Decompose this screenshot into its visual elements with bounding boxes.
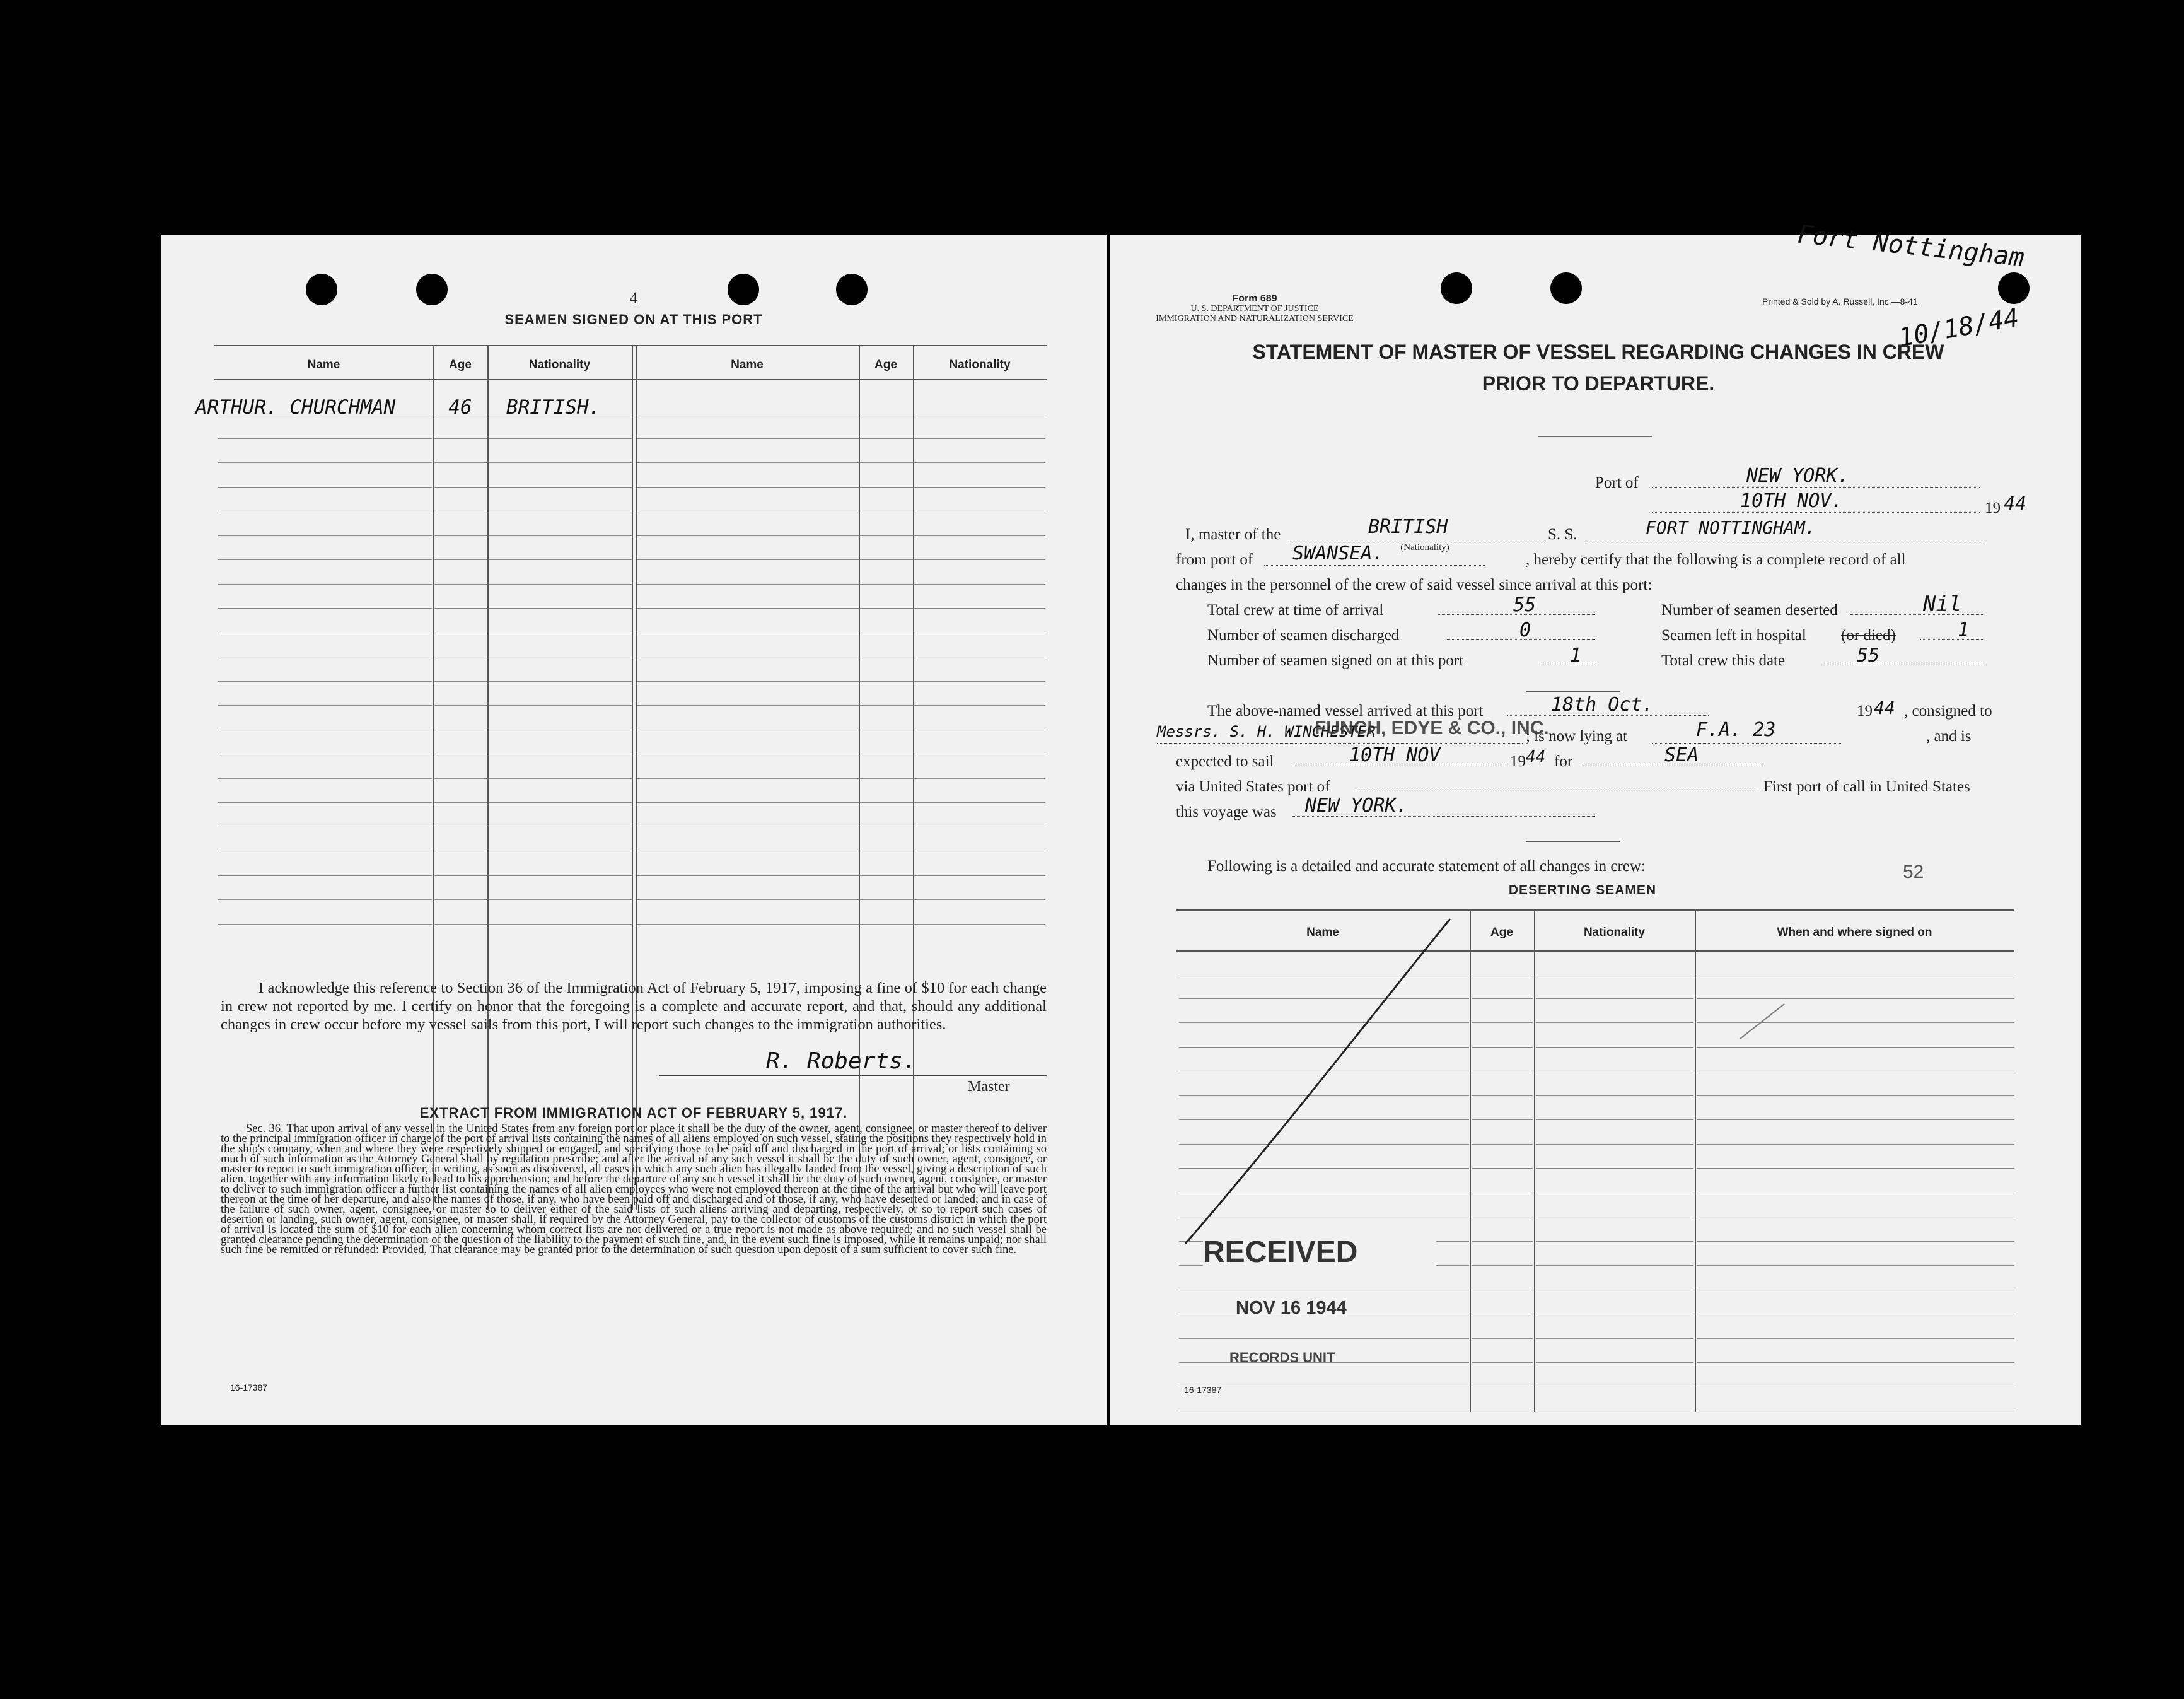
from-port-value: SWANSEA. <box>1292 542 1384 564</box>
table-row-line <box>434 778 487 779</box>
for-label: for <box>1554 753 1573 770</box>
table-cell-age: 46 <box>448 396 472 419</box>
hospital-value: 1 <box>1958 619 1970 641</box>
table-row-line <box>914 924 1045 925</box>
lying-value: F.A. 23 <box>1696 719 1776 741</box>
deserted-label: Number of seamen deserted <box>1661 602 1838 619</box>
first-port-text: First port of call in United States <box>1763 778 1970 795</box>
table-row-line <box>218 487 432 488</box>
table-row-line <box>914 802 1045 803</box>
col-header: Name <box>731 358 764 371</box>
table-row-line <box>489 535 632 536</box>
table-row-line <box>914 681 1045 682</box>
table-row-line <box>914 875 1045 876</box>
table-row-line <box>914 584 1045 585</box>
acknowledgement-text: I acknowledge this reference to Section 36 of the Immigration Act of February 5, 1917, imposing a fine of $10 for each change in crew not reported by me. I certify on honor that the foregoing is a complete and accurate report, and that, should any additional changes in crew occur before my vessel sails from this port, I will report such changes to the immigration authorities. <box>221 979 1047 1033</box>
master-signature: R. Roberts. <box>766 1048 917 1074</box>
table-row-line <box>434 705 487 706</box>
arrived-year-prefix: 19 <box>1857 703 1873 720</box>
hospital-struck: (or died) <box>1841 627 1896 644</box>
voyage-label: this voyage was <box>1176 803 1277 820</box>
table-row-line <box>434 462 487 463</box>
table-row-line <box>434 438 487 439</box>
consignee-value: Messrs. S. H. WINCHESTER <box>1157 723 1376 740</box>
left-page-title: SEAMEN SIGNED ON AT THIS PORT <box>504 312 763 327</box>
form-number: Form 689 <box>1232 293 1277 304</box>
port-label: Port of <box>1595 474 1639 491</box>
table-row-line <box>914 438 1045 439</box>
table-row-line <box>489 875 632 876</box>
table-row-line <box>218 705 432 706</box>
via-label: via United States port of <box>1176 778 1330 795</box>
desert-col-header: Age <box>1490 926 1513 939</box>
col-divider <box>632 346 633 1210</box>
total-crew-arrival-label: Total crew at time of arrival <box>1207 602 1384 619</box>
left-page <box>161 235 1107 1425</box>
total-crew-date-label: Total crew this date <box>1661 652 1786 669</box>
consigned-text: , consigned to <box>1904 703 1992 720</box>
received-date: NOV 16 1944 <box>1236 1298 1347 1318</box>
discharged-label: Number of seamen discharged <box>1207 627 1400 644</box>
table-header-rule <box>214 379 1047 380</box>
table-row-line <box>218 924 432 925</box>
deserted-value: Nil <box>1923 592 1962 617</box>
sail-label: expected to sail <box>1176 753 1274 770</box>
signed-on-value: 1 <box>1570 645 1582 667</box>
table-row-line <box>860 705 913 706</box>
table-row-line <box>434 802 487 803</box>
table-row-line <box>860 924 913 925</box>
table-row-line <box>637 584 859 585</box>
table-row-line <box>489 778 632 779</box>
table-row-line <box>860 487 913 488</box>
table-row-line <box>914 559 1045 560</box>
page-number: 4 <box>629 289 638 307</box>
table-row-line <box>218 802 432 803</box>
table-row-line <box>218 559 432 560</box>
table-row-line <box>860 559 913 560</box>
table-cell-nationality: BRITISH. <box>506 396 601 419</box>
handwritten-note: Fort Nottingham <box>1796 219 2026 273</box>
table-row-line <box>637 899 859 900</box>
table-row-line <box>434 924 487 925</box>
for-value: SEA <box>1664 744 1699 766</box>
table-row-line <box>860 438 913 439</box>
signature-label: Master <box>968 1078 1010 1095</box>
voyage-value: NEW YORK. <box>1305 795 1408 817</box>
arrived-value: 18th Oct. <box>1551 694 1654 716</box>
table-row-line <box>489 924 632 925</box>
department: U. S. DEPARTMENT OF JUSTICE <box>1190 304 1319 313</box>
table-row-line <box>489 584 632 585</box>
table-row-line <box>914 535 1045 536</box>
footer-code: 16-17387 <box>1184 1385 1222 1395</box>
extract-text: Sec. 36. That upon arrival of any vessel in the United States from any foreign port or place it shall be the duty of the owner, agent, consignee, or master thereof to deliver to the principal immigration officer in charge of the port of arrival lists containing the names of all aliens employed on such vessel, stating the positions they respectively hold in the ship's company, when and where they were respectively shipped or engaged, and specifying those to be paid off and discharged in the port of arrival; or lists containing so much of such information as the Attorney General shall by regulation prescribe; and after the arrival of any such vessel it shall be the duty of such owner, agent, consignee, or master to report to such immigration officer, in writing, as soon as discovered, all cases in which any such alien has illegally landed from the vessel, giving a description of such alien, together with any information likely to lead to his apprehension; and before the departure of any such vessel it shall be the duty of such owner, agent, consignee, or master to deliver to such immigration officer a further list containing the names of all alien employees who were not employed thereon at the time of the arrival but who will leave port thereon at the time of her departure, and also the names of those, if any, who have been paid off and discharged and of those, if any, who have deserted or landed; and in case of the failure of such owner, agent, consignee, or master so to deliver either of the said lists of such aliens arriving and departing, respectively, or so to report such cases of desertion or landing, such owner, agent, consignee, or master shall, if required by the Attorney General, pay to the collector of customs of the customs district in which the port of arrival is located the sum of $10 for each alien concerning whom correct lists are not delivered or a true report is not made as above required; and no such vessel shall be granted clearance pending the determination of the question of the liability to the payment of such fine, and, in the event such fine is imposed, while it remains unpaid; nor shall such fine be remitted or refunded: Provided, That clearance may be granted prior to the determination of such question upon deposit of a sum sufficient to cover such fine. <box>221 1123 1047 1256</box>
sail-value: 10TH NOV <box>1349 744 1441 766</box>
table-row-line <box>637 705 859 706</box>
total-crew-arrival-value: 55 <box>1513 594 1536 616</box>
table-row-line <box>860 535 913 536</box>
table-row-line <box>434 487 487 488</box>
table-row-line <box>434 899 487 900</box>
hospital-label: Seamen left in hospital <box>1661 627 1806 644</box>
table-row-line <box>914 487 1045 488</box>
table-row-line <box>218 681 432 682</box>
table-row-line <box>637 802 859 803</box>
desert-col-header: Name <box>1306 926 1339 939</box>
col-header: Name <box>307 358 340 371</box>
col-header: Nationality <box>949 358 1011 371</box>
table-top-rule <box>214 345 1047 346</box>
ss-label: S. S. <box>1548 526 1577 543</box>
date-value: 10TH NOV. <box>1740 490 1843 512</box>
received-stamp: RECEIVED <box>1203 1235 1436 1273</box>
table-row-line <box>218 438 432 439</box>
table-row-line <box>914 705 1045 706</box>
table-row-line <box>914 778 1045 779</box>
nationality-value: BRITISH <box>1368 516 1448 538</box>
punch-hole <box>728 274 759 305</box>
desert-col-header: Nationality <box>1583 926 1646 939</box>
table-row-line <box>489 462 632 463</box>
year-prefix: 19 <box>1985 499 2001 517</box>
master-label: I, master of the <box>1185 526 1281 543</box>
table-row-line <box>637 875 859 876</box>
table-row-line <box>637 681 859 682</box>
punch-hole <box>416 274 448 305</box>
table-row-line <box>860 608 913 609</box>
table-row-line <box>489 802 632 803</box>
table-row-line <box>434 875 487 876</box>
table-row-line <box>489 608 632 609</box>
sail-year: 44 <box>1526 748 1546 767</box>
table-row-line <box>489 681 632 682</box>
table-row-line <box>860 584 913 585</box>
nationality-caption: (Nationality) <box>1400 542 1449 552</box>
table-row-line <box>218 462 432 463</box>
consignee-stamp: FUNCH, EDYE & CO., INC. <box>1315 718 1549 739</box>
year-value: 44 <box>2004 493 2027 515</box>
lying-label: ; is now lying at <box>1526 728 1628 745</box>
records-stamp: RECORDS UNIT <box>1229 1350 1335 1365</box>
printer-line: Printed & Sold by A. Russell, Inc.—8-41 <box>1762 296 1918 307</box>
table-row-line <box>860 802 913 803</box>
table-row-line <box>218 899 432 900</box>
table-row-line <box>860 778 913 779</box>
table-row-line <box>434 584 487 585</box>
from-port-label: from port of <box>1176 551 1253 568</box>
table-row-line <box>218 875 432 876</box>
table-row-line <box>489 899 632 900</box>
table-row-line <box>637 559 859 560</box>
table-row-line <box>434 681 487 682</box>
table-row-line <box>637 924 859 925</box>
arrived-year: 44 <box>1874 698 1895 718</box>
table-row-line <box>914 899 1045 900</box>
desert-col-header: When and where signed on <box>1777 926 1932 939</box>
table-row-line <box>218 778 432 779</box>
discharged-value: 0 <box>1519 619 1531 641</box>
total-crew-date-value: 55 <box>1857 645 1880 667</box>
table-row-line <box>489 487 632 488</box>
table-row-line <box>637 608 859 609</box>
table-row-line <box>489 438 632 439</box>
table-row-line <box>860 875 913 876</box>
signed-on-label: Number of seamen signed on at this port <box>1207 652 1464 669</box>
col-header: Age <box>874 358 897 371</box>
certify-text-2: changes in the personnel of the crew of said vessel since arrival at this port: <box>1176 576 1653 593</box>
table-row-line <box>637 535 859 536</box>
table-row-line <box>914 608 1045 609</box>
table-row-line <box>489 559 632 560</box>
and-is-text: , and is <box>1926 728 1972 745</box>
arrived-label: The above-named vessel arrived at this port <box>1207 703 1484 720</box>
following-text: Following is a detailed and accurate statement of all changes in crew: <box>1207 858 1646 875</box>
extract-title: EXTRACT FROM IMMIGRATION ACT OF FEBRUARY 5, 1917. <box>419 1105 848 1121</box>
table-row-line <box>434 535 487 536</box>
table-row-line <box>860 681 913 682</box>
table-cell-name: ARTHUR. CHURCHMAN <box>195 396 396 419</box>
deserting-title: DESERTING SEAMEN <box>1508 883 1657 897</box>
table-row-line <box>637 778 859 779</box>
port-value: NEW YORK. <box>1746 465 1849 487</box>
table-row-line <box>489 705 632 706</box>
handwritten-date: 10/18/44 <box>1896 303 2021 353</box>
footer-code: 16-17387 <box>230 1382 268 1392</box>
table-row-line <box>637 462 859 463</box>
table-row-line <box>218 608 432 609</box>
table-row-line <box>637 487 859 488</box>
signature-line <box>659 1075 1047 1076</box>
punch-hole <box>836 274 868 305</box>
right-page <box>1110 219 2081 1425</box>
form-title-line2: PRIOR TO DEPARTURE. <box>1482 372 1715 395</box>
col-header: Nationality <box>528 358 591 371</box>
table-row-line <box>218 584 432 585</box>
stamp-number: 52 <box>1903 861 1924 882</box>
sail-year-prefix: 19 <box>1510 753 1526 770</box>
table-row-line <box>218 535 432 536</box>
table-row-line <box>637 438 859 439</box>
table-row-line <box>860 899 913 900</box>
ship-value: FORT NOTTINGHAM. <box>1646 517 1816 538</box>
form-title: STATEMENT OF MASTER OF VESSEL REGARDING CHANGES IN CREW <box>1252 341 1944 363</box>
table-row-line <box>434 608 487 609</box>
table-row-line <box>434 559 487 560</box>
table-row-line <box>914 462 1045 463</box>
table-row-line <box>860 462 913 463</box>
col-header: Age <box>449 358 472 371</box>
service: IMMIGRATION AND NATURALIZATION SERVICE <box>1156 314 1354 324</box>
punch-hole <box>306 274 337 305</box>
certify-text: , hereby certify that the following is a complete record of all <box>1526 551 1906 568</box>
